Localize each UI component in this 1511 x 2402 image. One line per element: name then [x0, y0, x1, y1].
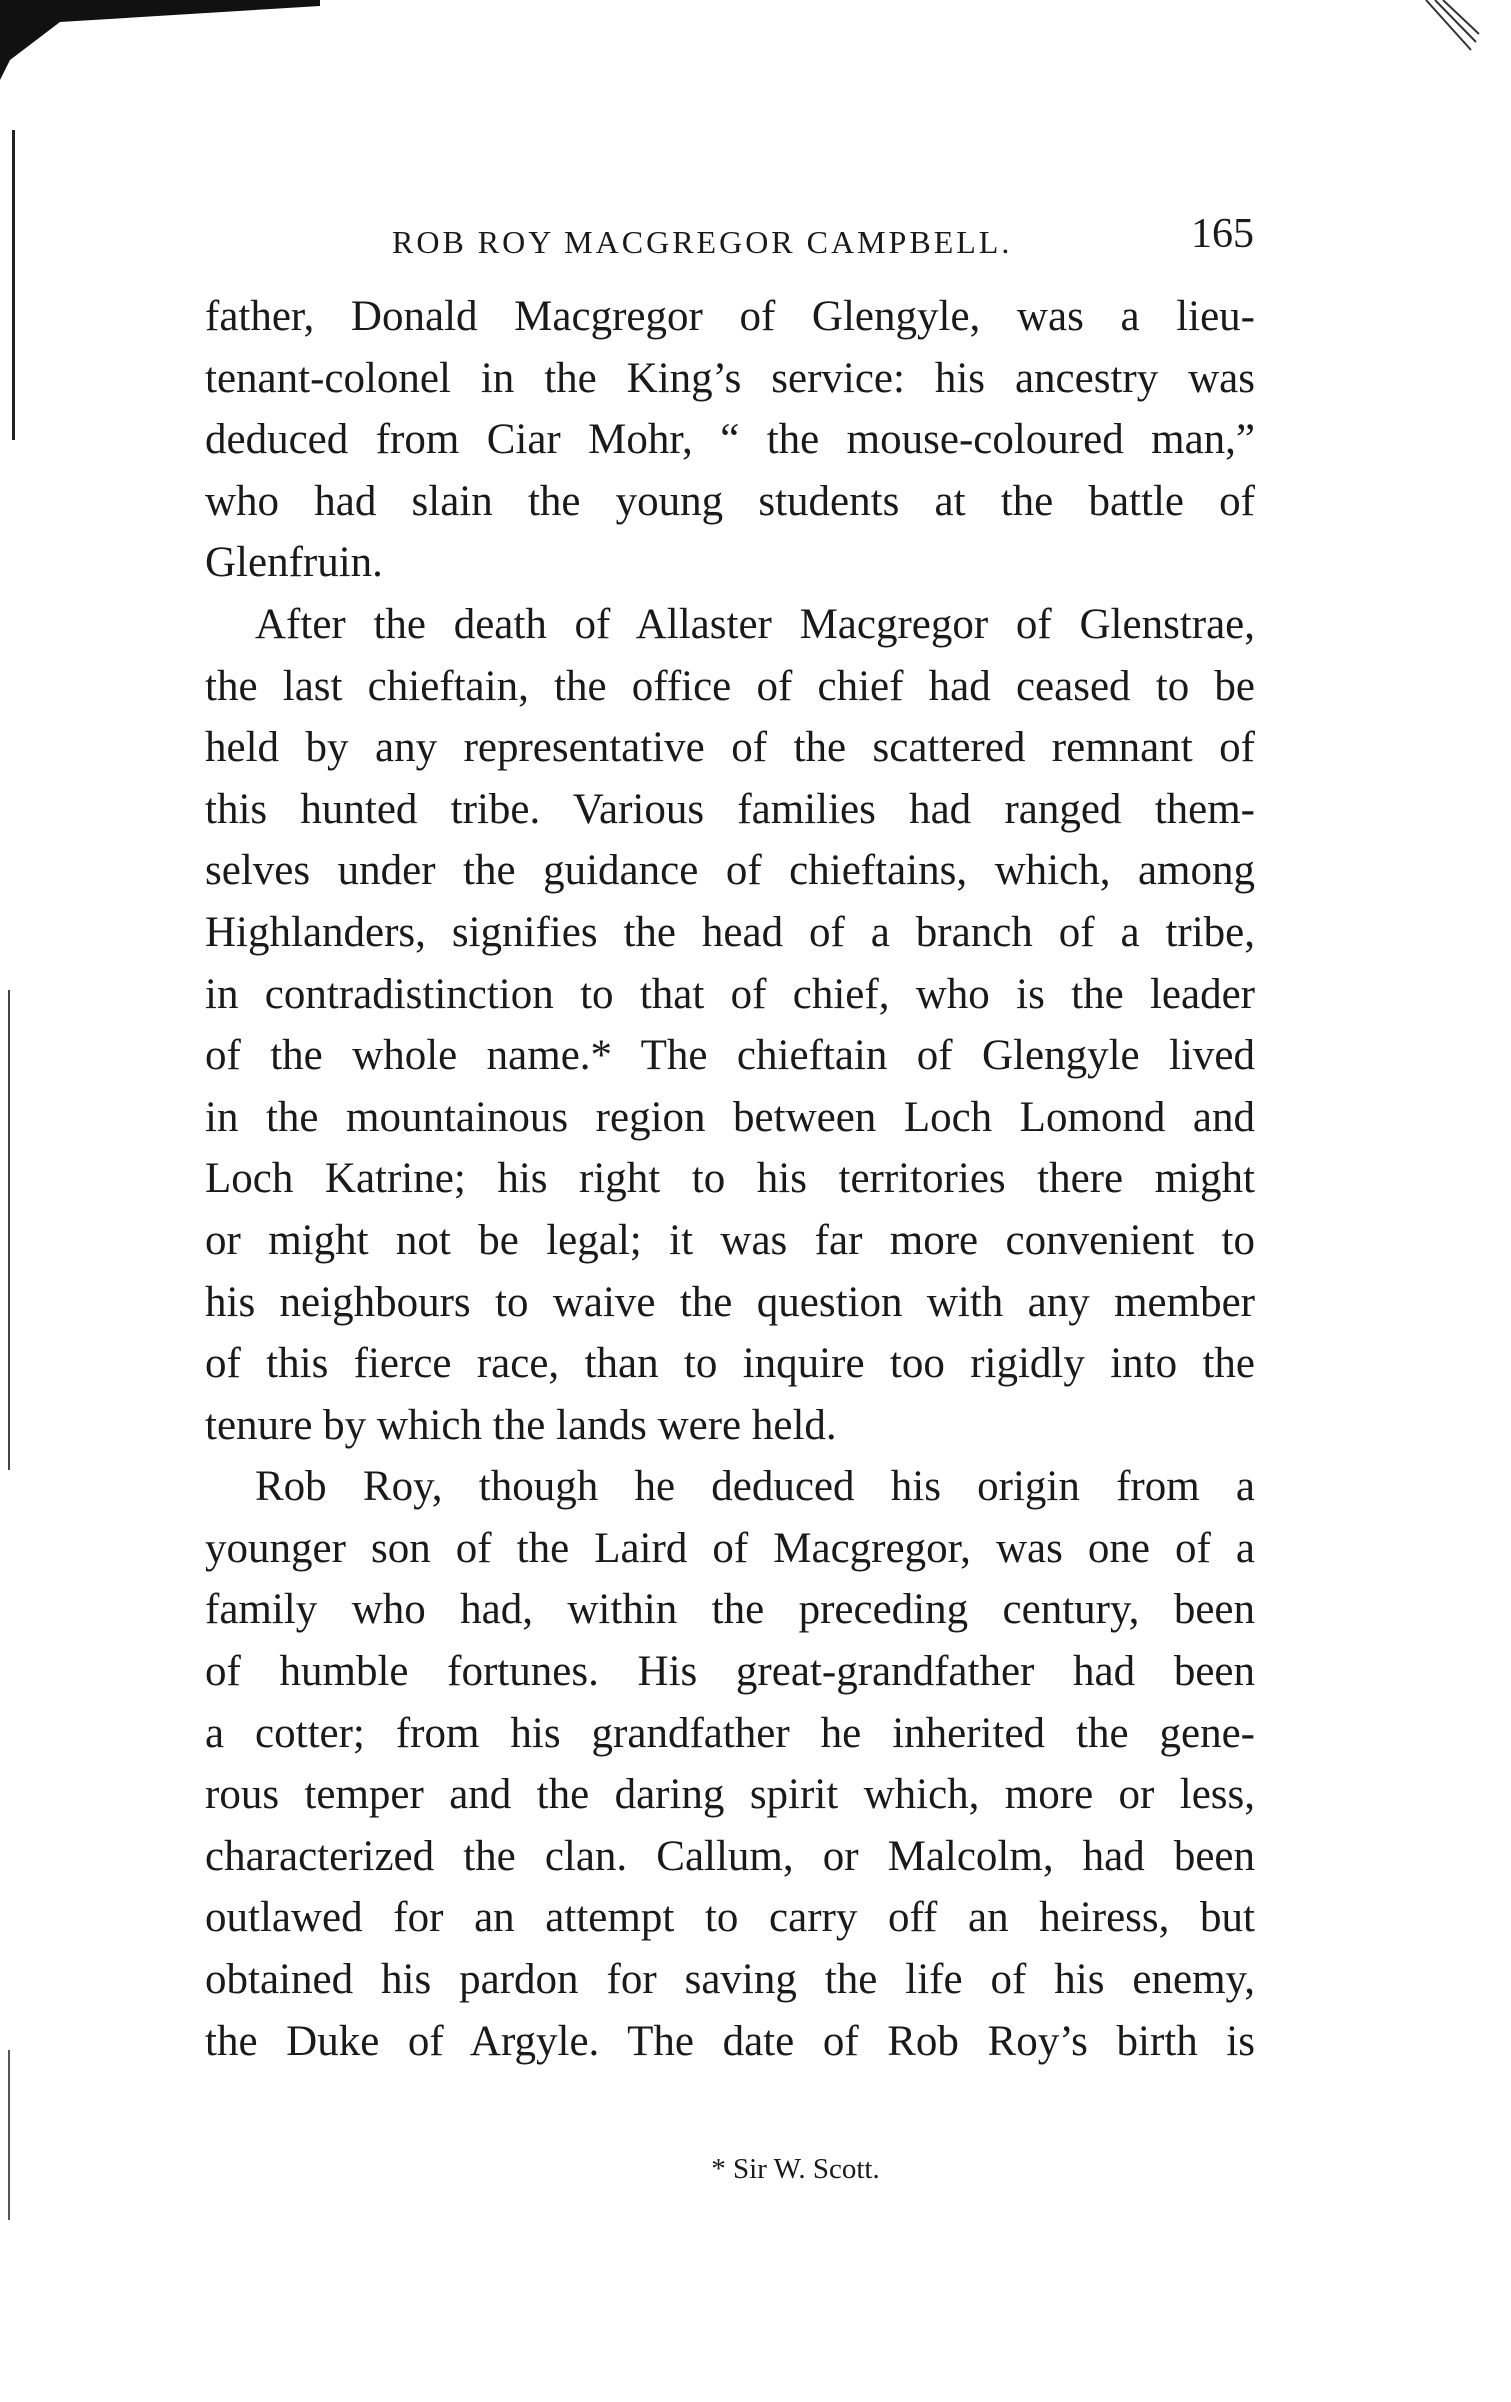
text-line: deduced from Ciar Mohr, “ the mouse-coloured man,”: [205, 416, 1255, 464]
text-line: the last chieftain, the office of chief had ceased to be: [205, 662, 1255, 710]
text-line: or might not be legal; it was far more convenient to: [205, 1216, 1255, 1264]
body-text: [205, 286, 1255, 2072]
text-line: family who had, within the preceding century, been: [205, 1586, 1255, 1634]
scan-edge-mark: [8, 990, 10, 1470]
text-line: rous temper and the daring spirit which, more or less,: [205, 1771, 1255, 1819]
text-line: in contradistinction to that of chief, who is the leader: [205, 970, 1255, 1018]
text-line: of humble fortunes. His great-grandfather had been: [205, 1648, 1255, 1696]
scan-shadow-corner: [0, 0, 320, 80]
text-line: Loch Katrine; his right to his territories there might: [205, 1155, 1255, 1203]
text-line: Highlanders, signifies the head of a branch of a tribe,: [205, 908, 1255, 956]
text-line: the Duke of Argyle. The date of Rob Roy’s birth is: [205, 2017, 1255, 2065]
text-line: of the whole name.* The chieftain of Glengyle lived: [205, 1032, 1255, 1080]
scan-edge-mark: [8, 2050, 10, 2220]
text-line: his neighbours to waive the question with any member: [205, 1278, 1255, 1326]
page-number: 165: [1191, 211, 1254, 257]
text-line: in the mountainous region between Loch Lomond and: [205, 1093, 1255, 1141]
text-line: Glenfruin.: [205, 539, 383, 587]
text-line: of this fierce race, than to inquire too rigidly into the: [205, 1340, 1255, 1388]
text-line: outlawed for an attempt to carry off an heiress, but: [205, 1894, 1255, 1942]
text-line: obtained his pardon for saving the life of his enemy,: [205, 1956, 1255, 2004]
footnote: * Sir W. Scott.: [711, 2153, 880, 2185]
text-line: tenure by which the lands were held.: [205, 1401, 837, 1449]
text-line: tenant-colonel in the King’s service: his ancestry was: [205, 354, 1255, 402]
running-head: ROB ROY MACGREGOR CAMPBELL.: [392, 224, 1013, 260]
text-line: characterized the clan. Callum, or Malcolm, had been: [205, 1832, 1255, 1880]
scan-edge-mark: [12, 130, 15, 440]
text-line: a cotter; from his grandfather he inherited the gene-: [205, 1709, 1255, 1757]
text-line: held by any representative of the scattered remnant of: [205, 724, 1255, 772]
scan-corner-lines: [1421, 0, 1481, 60]
text-line: selves under the guidance of chieftains, which, among: [205, 847, 1255, 895]
text-line: this hunted tribe. Various families had ranged them-: [205, 785, 1255, 833]
text-line: After the death of Allaster Macgregor of Glenstrae,: [255, 600, 1255, 648]
text-line: father, Donald Macgregor of Glengyle, was a lieu-: [205, 293, 1255, 340]
page-header: [392, 210, 1254, 270]
text-line: younger son of the Laird of Macgregor, was one of a: [205, 1524, 1255, 1572]
text-line: Rob Roy, though he deduced his origin from a: [255, 1463, 1255, 1511]
text-line: who had slain the young students at the battle of: [205, 477, 1255, 525]
